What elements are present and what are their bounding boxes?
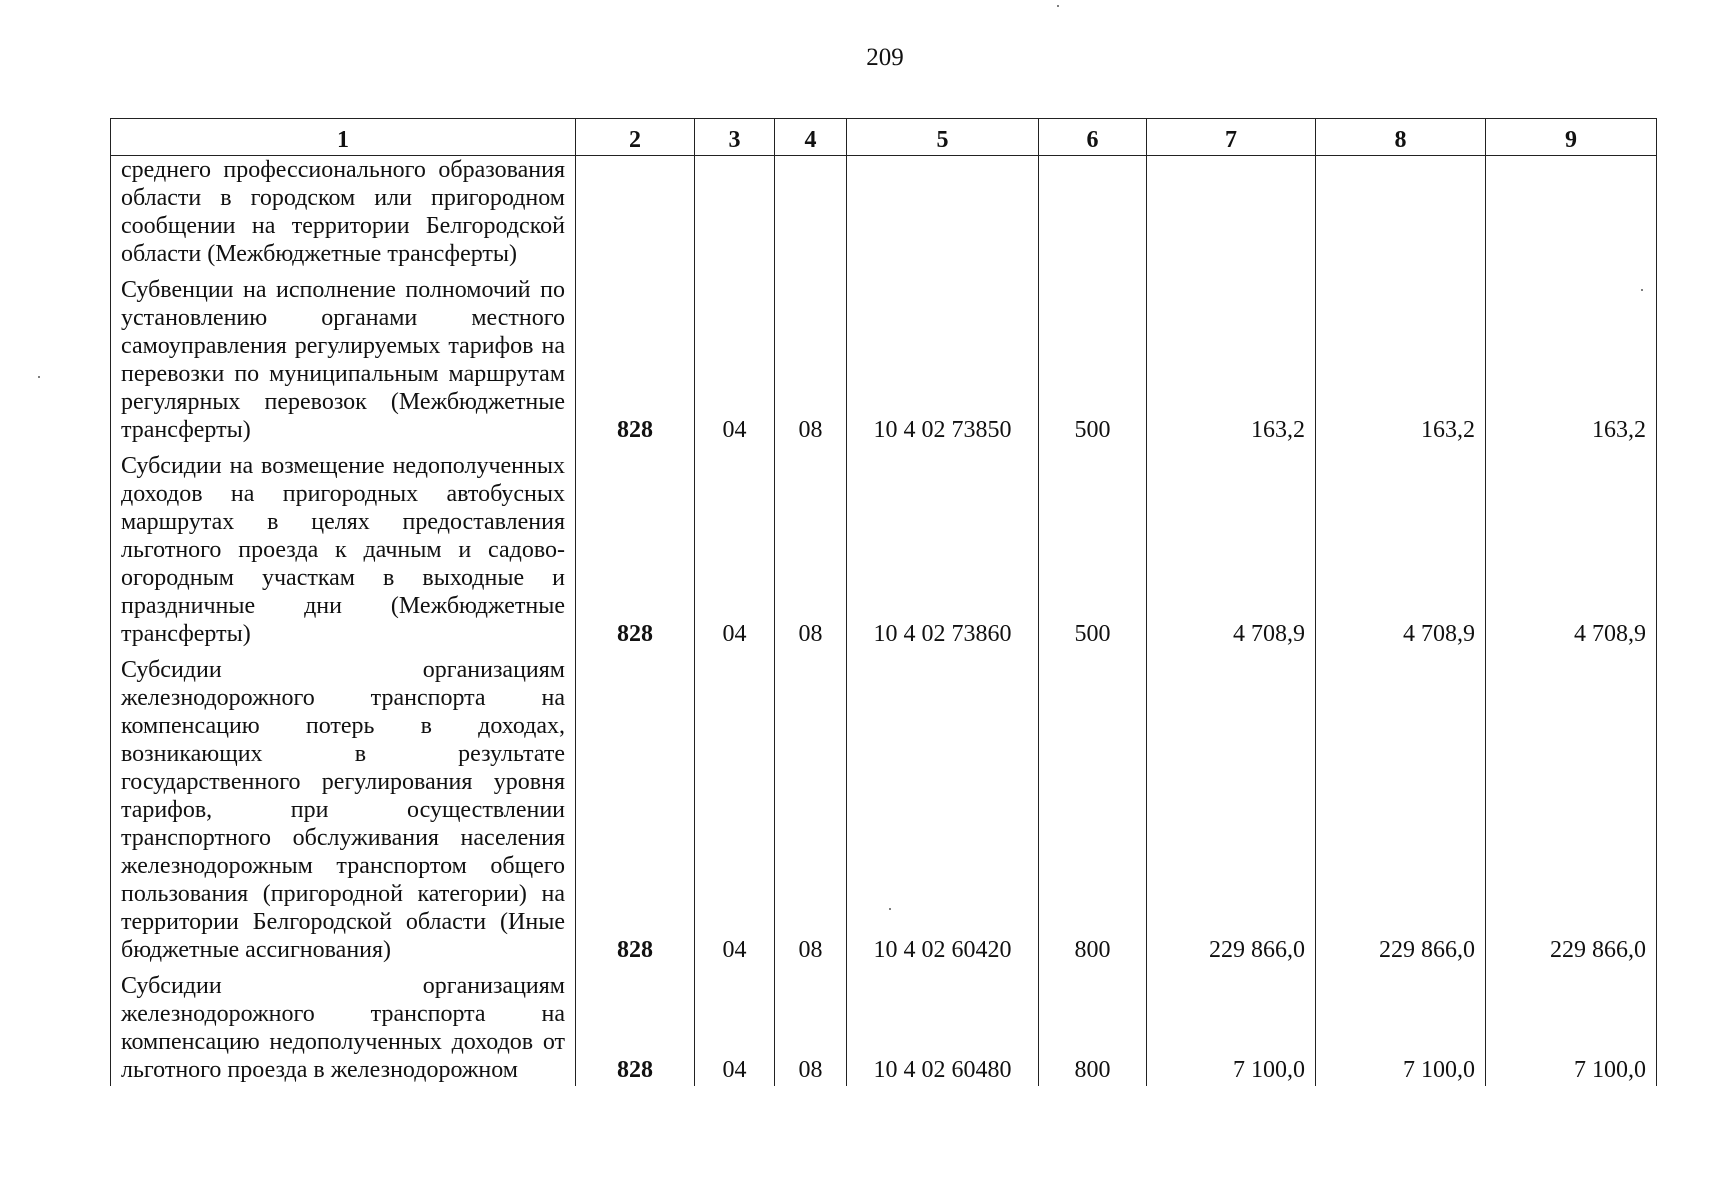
cell-col9: 163,2 — [1486, 276, 1657, 452]
cell-col9: 229 866,0 — [1486, 656, 1657, 972]
row-description: среднего профессионального образования области в городском или пригородном сообщении на территории Белгородской области (Межбюджетные трансферты) — [111, 156, 576, 277]
table-row — [111, 276, 1657, 452]
cell-col8: 4 708,9 — [1316, 452, 1486, 656]
cell-col3: 04 — [695, 452, 775, 656]
page-number: 209 — [866, 44, 904, 71]
cell-col2: 828 — [576, 656, 695, 972]
scan-speck — [1057, 5, 1059, 7]
cell-col3: 04 — [695, 276, 775, 452]
cell-col6: 500 — [1039, 452, 1147, 656]
cell-col6: 500 — [1039, 276, 1147, 452]
row-description: Субвенции на исполнение полномочий по установлению органами местного самоуправления регулируемых тарифов на перевозки по муниципальным маршрутам регулярных перевозок (Межбюджетные трансферты) — [111, 276, 576, 452]
cell-col3: 04 — [695, 972, 775, 1086]
cell-col5: 10 4 02 60420 — [847, 656, 1039, 972]
cell-col4: 08 — [775, 656, 847, 972]
column-header-9: 9 — [1486, 119, 1657, 156]
cell-col9 — [1486, 156, 1657, 277]
column-header-8: 8 — [1316, 119, 1486, 156]
table-row — [111, 972, 1657, 1086]
cell-col7: 163,2 — [1147, 276, 1316, 452]
column-header-7: 7 — [1147, 119, 1316, 156]
cell-col4: 08 — [775, 452, 847, 656]
cell-col7 — [1147, 156, 1316, 277]
cell-col3 — [695, 156, 775, 277]
cell-col7: 4 708,9 — [1147, 452, 1316, 656]
cell-col6 — [1039, 156, 1147, 277]
cell-col9: 7 100,0 — [1486, 972, 1657, 1086]
column-header-6: 6 — [1039, 119, 1147, 156]
cell-col5: 10 4 02 60480 — [847, 972, 1039, 1086]
column-header-5: 5 — [847, 119, 1039, 156]
column-header-2: 2 — [576, 119, 695, 156]
cell-col8: 7 100,0 — [1316, 972, 1486, 1086]
cell-col2: 828 — [576, 276, 695, 452]
cell-col4: 08 — [775, 972, 847, 1086]
cell-col3: 04 — [695, 656, 775, 972]
cell-col4 — [775, 156, 847, 277]
cell-col8: 229 866,0 — [1316, 656, 1486, 972]
column-header-1: 1 — [111, 119, 576, 156]
cell-col2: 828 — [576, 972, 695, 1086]
cell-col8: 163,2 — [1316, 276, 1486, 452]
cell-col6: 800 — [1039, 972, 1147, 1086]
row-description: Субсидии организациям железнодорожного транспорта на компенсацию недополученных доходов от льготного проезда в железнодорожном — [111, 972, 576, 1086]
cell-col5: 10 4 02 73850 — [847, 276, 1039, 452]
cell-col9: 4 708,9 — [1486, 452, 1657, 656]
cell-col6: 800 — [1039, 656, 1147, 972]
budget-table — [110, 118, 1657, 1086]
cell-col5: 10 4 02 73860 — [847, 452, 1039, 656]
scan-speck — [38, 376, 40, 378]
table-row — [111, 452, 1657, 656]
cell-col2 — [576, 156, 695, 277]
cell-col7: 7 100,0 — [1147, 972, 1316, 1086]
row-description: Субсидии на возмещение недополученных доходов на пригородных автобусных маршрутах в целях предоставления льготного проезда к дачным и садово-огородным участкам в выходные и праздничные дни (Межбюджетные трансферты) — [111, 452, 576, 656]
cell-col7: 229 866,0 — [1147, 656, 1316, 972]
table-row — [111, 656, 1657, 972]
table-row — [111, 156, 1657, 277]
table-header-row — [111, 119, 1657, 156]
row-description: Субсидии организациям железнодорожного транспорта на компенсацию потерь в доходах, возникающих в результате государственного регулирования уровня тарифов, при осуществлении транспортного обслуживания населения железнодорожным транспортом общего пользования (пригородной категории) на территории Белгородской области (Иные бюджетные ассигнования) — [111, 656, 576, 972]
cell-col5 — [847, 156, 1039, 277]
column-header-4: 4 — [775, 119, 847, 156]
cell-col8 — [1316, 156, 1486, 277]
cell-col4: 08 — [775, 276, 847, 452]
cell-col2: 828 — [576, 452, 695, 656]
column-header-3: 3 — [695, 119, 775, 156]
